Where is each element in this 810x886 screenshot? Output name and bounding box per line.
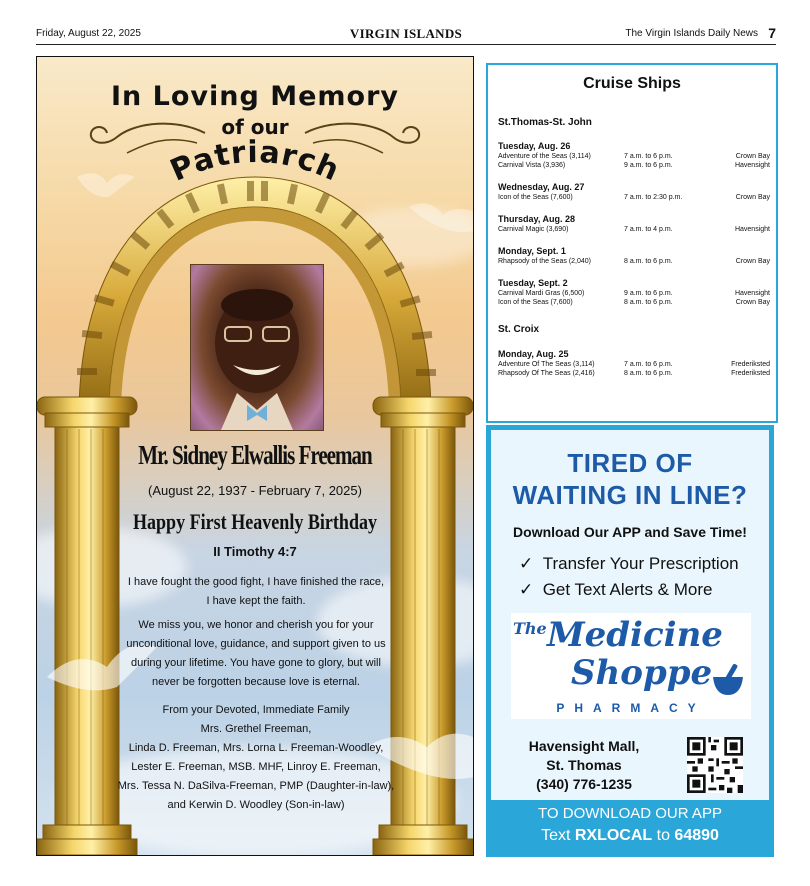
schedule-day: Thursday, Aug. 28 xyxy=(498,214,576,224)
family-line: Linda D. Freeman, Mrs. Lorna L. Freeman-Woodley, xyxy=(128,742,384,754)
ship-time: 8 a.m. to 6 p.m. xyxy=(624,370,673,377)
family-line: Mrs. Tessa N. DaSilva-Freeman, PMP (Daughter-in-law), xyxy=(117,780,395,792)
family-line: From your Devoted, Immediate Family xyxy=(162,704,350,716)
ship-time: 7 a.m. to 6 p.m. xyxy=(624,361,673,368)
issue-date: Friday, August 22, 2025 xyxy=(36,28,141,39)
ship-port: Frederiksted xyxy=(731,370,770,377)
memorial-ad xyxy=(36,56,474,856)
schedule-day: Tuesday, Sept. 2 xyxy=(498,278,568,288)
scripture-quote xyxy=(123,573,389,611)
bullet-text: Transfer Your Prescription xyxy=(542,554,739,573)
ship-port: Crown Bay xyxy=(735,153,770,160)
check-icon: ✓ xyxy=(519,554,534,573)
message-line: never be forgotten because love is eternal. xyxy=(152,676,360,688)
ship-port: Havensight xyxy=(734,290,770,297)
ship-port: Crown Bay xyxy=(735,299,770,306)
bullet-text: Get Text Alerts & More xyxy=(542,580,713,599)
ship-name: Icon of the Seas (7,600) xyxy=(498,194,573,201)
birthday-heading: Happy First Heavenly Birthday xyxy=(132,509,378,534)
message-line: unconditional love, guidance, and support given to us xyxy=(126,638,386,650)
svg-text:Patriarch xyxy=(165,137,344,189)
ship-row xyxy=(498,194,770,203)
check-icon: ✓ xyxy=(519,580,534,599)
ad-bullet xyxy=(519,580,712,600)
ad-bullet xyxy=(519,554,739,574)
ship-port: Havensight xyxy=(734,162,770,169)
medicine-shoppe-logo xyxy=(511,613,751,719)
section-name: VIRGIN ISLANDS xyxy=(349,26,463,41)
family-line: and Kerwin D. Woodley (Son-in-law) xyxy=(167,799,345,811)
ship-time: 8 a.m. to 6 p.m. xyxy=(624,258,673,265)
ship-row xyxy=(498,258,770,267)
region-heading: St. Croix xyxy=(498,324,540,335)
family-line: Mrs. Grethel Freeman, xyxy=(200,723,312,735)
memorial-title-line1: In Loving Memory xyxy=(110,81,399,112)
ship-row xyxy=(498,299,770,308)
cruise-ships-title: Cruise Ships xyxy=(583,75,681,92)
ship-name: Carnival Vista (3,936) xyxy=(498,162,566,169)
family-line: Lester E. Freeman, MSB. MHF, Linroy E. Freeman, xyxy=(131,761,381,773)
ship-row xyxy=(498,162,770,171)
life-dates: (August 22, 1937 - February 7, 2025) xyxy=(148,483,362,498)
page-number: 7 xyxy=(768,25,776,41)
sms-number: 64890 xyxy=(674,827,719,844)
mortar-pestle-icon xyxy=(711,663,745,697)
text-keyword: RXLOCAL xyxy=(574,827,653,844)
ship-port: Crown Bay xyxy=(735,194,770,201)
logo-the: The xyxy=(513,619,547,638)
ship-time: 9 a.m. to 6 p.m. xyxy=(624,290,673,297)
memorial-title-line3: Patriarch xyxy=(165,137,345,189)
phone-number: (340) 776-1235 xyxy=(536,776,632,792)
address-line: St. Thomas xyxy=(546,757,622,773)
message-line: during your lifetime. You have gone to glory, but will xyxy=(131,657,381,669)
ship-time: 7 a.m. to 4 p.m. xyxy=(624,226,673,233)
logo-shoppe: Shoppe xyxy=(571,653,713,693)
ship-time: 8 a.m. to 6 p.m. xyxy=(624,299,673,306)
message-line: We miss you, we honor and cherish you for your xyxy=(138,619,374,631)
region-heading: St.Thomas-St. John xyxy=(498,117,592,128)
ad-headline-line2: WAITING IN LINE? xyxy=(512,480,748,510)
family-signature xyxy=(107,701,405,815)
memorial-title-line2: of our xyxy=(221,115,289,139)
ship-row xyxy=(498,226,770,235)
address-line: Havensight Mall, xyxy=(528,738,640,754)
ship-row xyxy=(498,290,770,299)
ship-row xyxy=(498,370,770,379)
tribute-message xyxy=(123,616,389,692)
footer-text: to xyxy=(652,827,675,844)
schedule-day: Tuesday, Aug. 26 xyxy=(498,141,571,151)
ship-name: Adventure Of The Seas (3,114) xyxy=(498,361,595,368)
ship-port: Crown Bay xyxy=(735,258,770,265)
ship-name: Adventure of the Seas (3,114) xyxy=(498,153,591,160)
ad-headline-line1: TIRED OF xyxy=(567,448,693,478)
ship-name: Rhapsody Of The Seas (2,416) xyxy=(498,370,595,377)
cruise-ships-box xyxy=(486,63,778,423)
deceased-name: Mr. Sidney Elwallis Freeman xyxy=(138,440,372,470)
scripture-reference: II Timothy 4:7 xyxy=(213,544,297,559)
pharmacy-ad-panel xyxy=(491,430,769,800)
ad-footer-line2 xyxy=(486,827,774,845)
portrait-face-illustration xyxy=(191,265,323,430)
ad-subheadline: Download Our APP and Save Time! xyxy=(513,524,747,540)
footer-text: Text xyxy=(541,827,575,844)
page-header xyxy=(36,24,776,45)
quote-line: I have kept the faith. xyxy=(206,595,306,607)
ship-time: 9 a.m. to 6 p.m. xyxy=(624,162,673,169)
ship-name: Carnival Magic (3,690) xyxy=(498,226,569,233)
store-address xyxy=(509,737,659,794)
quote-line: I have fought the good fight, I have finished the race, xyxy=(127,576,385,588)
logo-medicine: Medicine xyxy=(547,615,723,655)
ship-time: 7 a.m. to 2:30 p.m. xyxy=(624,194,683,201)
logo-pharmacy: PHARMACY xyxy=(556,701,706,715)
memorial-title-arc xyxy=(37,137,473,187)
schedule-day: Monday, Sept. 1 xyxy=(498,246,566,256)
ship-name: Rhapsody of the Seas (2,040) xyxy=(498,258,592,265)
ship-row xyxy=(498,361,770,370)
ad-footer-line1: TO DOWNLOAD OUR APP xyxy=(538,805,722,822)
ship-time: 7 a.m. to 6 p.m. xyxy=(624,153,673,160)
ship-name: Carnival Mardi Gras (6,500) xyxy=(498,290,585,297)
schedule-day: Monday, Aug. 25 xyxy=(498,349,569,359)
newspaper-name: The Virgin Islands Daily News xyxy=(625,28,758,39)
ship-name: Icon of the Seas (7,600) xyxy=(498,299,573,306)
ship-port: Havensight xyxy=(734,226,770,233)
qr-code-icon xyxy=(687,737,743,793)
schedule-day: Wednesday, Aug. 27 xyxy=(498,182,585,192)
pharmacy-ad xyxy=(486,425,774,857)
ship-port: Frederiksted xyxy=(731,361,770,368)
ship-row xyxy=(498,153,770,162)
portrait-photo xyxy=(190,264,324,431)
